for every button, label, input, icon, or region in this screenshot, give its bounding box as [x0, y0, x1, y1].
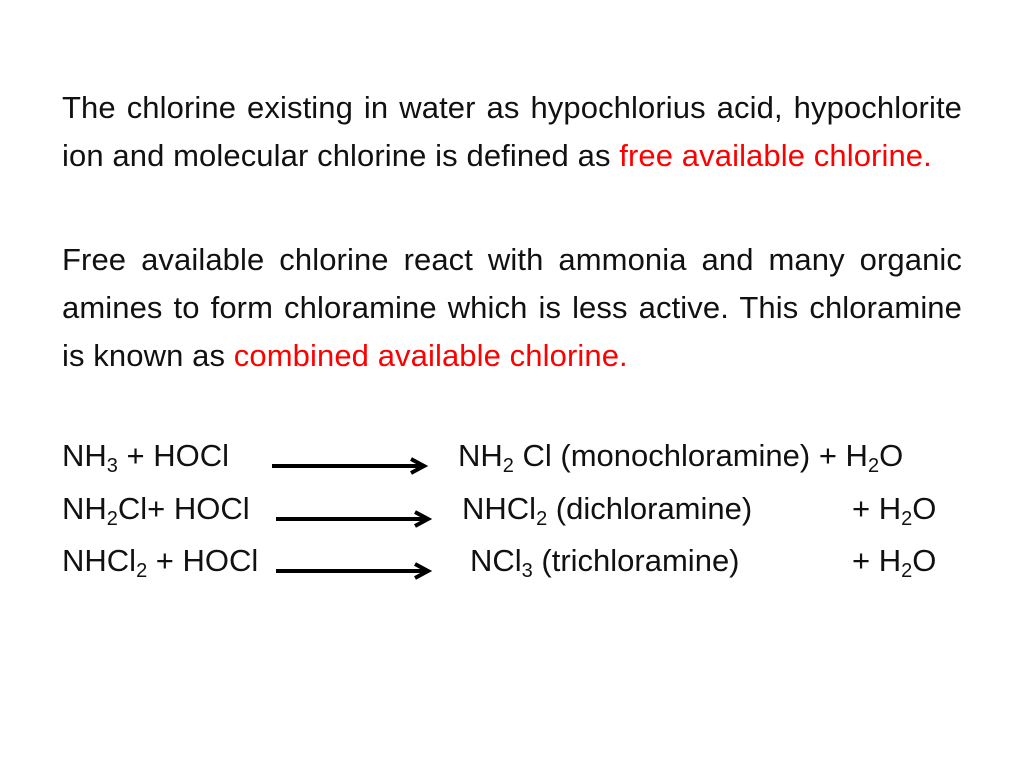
free-chlorine-paragraph — [62, 84, 962, 180]
paragraph2-text: Free available chlorine react with ammonia and many organic amines to form chloramine which is less active. This chloramine is known as — [62, 242, 962, 373]
reactant: NHCl$_2$ + HOCl — [62, 543, 259, 582]
byproduct: + $H_2O$ — [852, 491, 937, 530]
reactant: $NH_3$ + HOCl — [62, 438, 230, 477]
product: $NH_2$ Cl (monochloramine) + $H_2O$ — [458, 438, 904, 477]
combined-chlorine-paragraph — [62, 236, 962, 380]
reaction-arrow-icon — [274, 509, 434, 529]
paragraph1-text: The chlorine existing in water as hypochlorius acid, hypochlorite ion and molecular chlorine is defined as — [62, 90, 962, 173]
reaction-arrow-icon — [270, 456, 430, 476]
reactant: $NH_2Cl+$ HOCl — [62, 491, 250, 530]
free-available-chlorine-term: free available chlorine. — [619, 138, 932, 173]
reaction-arrow-icon — [274, 561, 434, 581]
product: NCl$_3$ (trichloramine) — [470, 543, 740, 582]
product: NHCl$_2$ (dichloramine) — [462, 491, 753, 530]
combined-available-chlorine-term: combined available chlorine. — [233, 338, 628, 373]
reaction-row — [0, 438, 1024, 488]
reaction-row — [0, 543, 1024, 593]
byproduct: + $H_2O$ — [852, 543, 937, 582]
reaction-row — [0, 491, 1024, 541]
